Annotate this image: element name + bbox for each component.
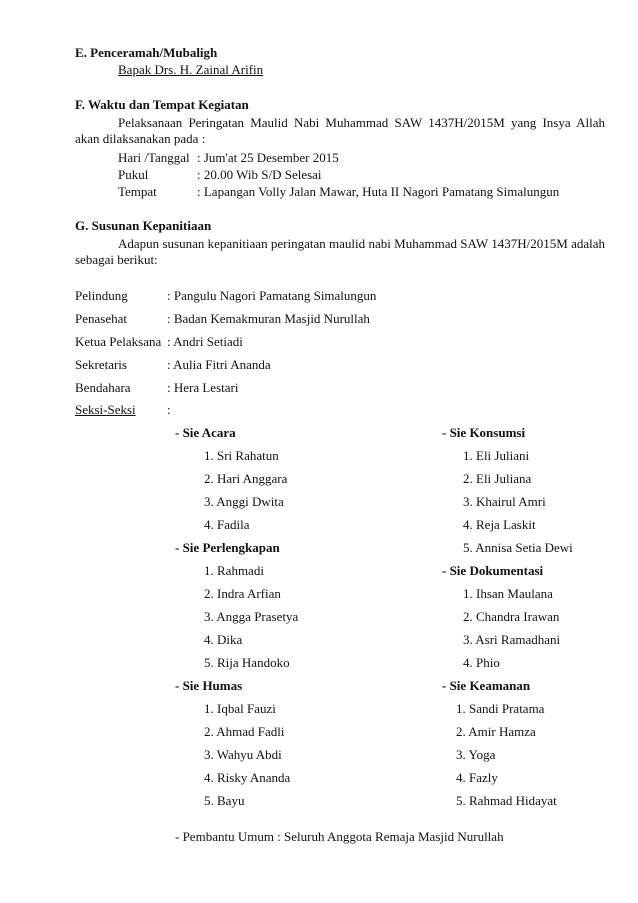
- time-value-place: : Lapangan Volly Jalan Mawar, Huta II Nagori Pamatang Simalungun: [197, 184, 560, 199]
- committee-member: 2. Hari Anggara: [204, 471, 288, 486]
- seksi-label: Seksi-Seksi: [75, 402, 136, 417]
- role-value: : Andri Setiadi: [167, 334, 243, 349]
- time-value-hour: : 20.00 Wib S/D Selesai: [197, 167, 322, 182]
- time-label-place: Tempat: [118, 184, 157, 199]
- general-helpers: - Pembantu Umum : Seluruh Anggota Remaja Masjid Nurullah: [175, 829, 504, 844]
- committee-member: 5. Rahmad Hidayat: [456, 793, 557, 808]
- role-value: : Pangulu Nagori Pamatang Simalungun: [167, 288, 377, 303]
- committee-member: 5. Annisa Setia Dewi: [463, 540, 573, 555]
- committee-member: 2. Chandra Irawan: [463, 609, 560, 624]
- committee-member: 5. Rija Handoko: [204, 655, 290, 670]
- role-value: : Aulia Fitri Ananda: [167, 357, 271, 372]
- committee-member: 3. Yoga: [456, 747, 496, 762]
- committee-member: 4. Fazly: [456, 770, 498, 785]
- committee-title: - Sie Dokumentasi: [442, 563, 544, 578]
- committee-member: 3. Angga Prasetya: [204, 609, 299, 624]
- committee-member: 5. Bayu: [204, 793, 245, 808]
- committee-member: 4. Reja Laskit: [463, 517, 536, 532]
- seksi-colon: :: [167, 402, 171, 417]
- section-f-heading: F. Waktu dan Tempat Kegiatan: [75, 97, 249, 112]
- committee-member: 2. Indra Arfian: [204, 586, 281, 601]
- role-value: : Hera Lestari: [167, 380, 239, 395]
- section-f-paragraph: Pelaksanaan Peringatan Maulid Nabi Muhammad SAW 1437H/2015M yang Insya Allah akan dilaksanakan pada :: [75, 115, 605, 146]
- time-value-day: : Jum'at 25 Desember 2015: [197, 150, 339, 165]
- committee-member: 1. Sandi Pratama: [456, 701, 545, 716]
- committee-member: 1. Iqbal Fauzi: [204, 701, 276, 716]
- committee-member: 4. Phio: [463, 655, 500, 670]
- committee-member: 2. Eli Juliana: [463, 471, 532, 486]
- speaker-name: Bapak Drs. H. Zainal Arifin: [118, 62, 264, 77]
- section-e-heading: E. Penceramah/Mubaligh: [75, 45, 218, 60]
- committee-member: 3. Anggi Dwita: [204, 494, 284, 509]
- committee-member: 4. Risky Ananda: [204, 770, 291, 785]
- committee-member: 1. Rahmadi: [204, 563, 264, 578]
- committee-member: 2. Ahmad Fadli: [204, 724, 285, 739]
- committee-member: 1. Eli Juliani: [463, 448, 530, 463]
- committee-title: - Sie Humas: [175, 678, 243, 693]
- role-label: Ketua Pelaksana: [75, 334, 162, 349]
- role-label: Penasehat: [75, 311, 127, 326]
- role-value: : Badan Kemakmuran Masjid Nurullah: [167, 311, 370, 326]
- committee-title: - Sie Perlengkapan: [175, 540, 280, 555]
- committee-member: 3. Khairul Amri: [463, 494, 546, 509]
- role-label: Sekretaris: [75, 357, 127, 372]
- committee-title: - Sie Konsumsi: [442, 425, 526, 440]
- committee-member: 3. Wahyu Abdi: [204, 747, 282, 762]
- section-g-paragraph: Adapun susunan kepanitiaan peringatan maulid nabi Muhammad SAW 1437H/2015M adalah sebagai berikut:: [75, 236, 605, 267]
- committee-title: - Sie Keamanan: [442, 678, 531, 693]
- committee-member: 3. Asri Ramadhani: [463, 632, 561, 647]
- committee-member: 1. Sri Rahatun: [204, 448, 279, 463]
- section-g-heading: G. Susunan Kepanitiaan: [75, 218, 212, 233]
- committee-member: 4. Fadila: [204, 517, 250, 532]
- committee-title: - Sie Acara: [175, 425, 236, 440]
- committee-member: 4. Dika: [204, 632, 243, 647]
- time-label-day: Hari /Tanggal: [118, 150, 190, 165]
- committee-member: 1. Ihsan Maulana: [463, 586, 553, 601]
- role-label: Pelindung: [75, 288, 128, 303]
- role-label: Bendahara: [75, 380, 131, 395]
- committee-member: 2. Amir Hamza: [456, 724, 536, 739]
- time-label-hour: Pukul: [118, 167, 149, 182]
